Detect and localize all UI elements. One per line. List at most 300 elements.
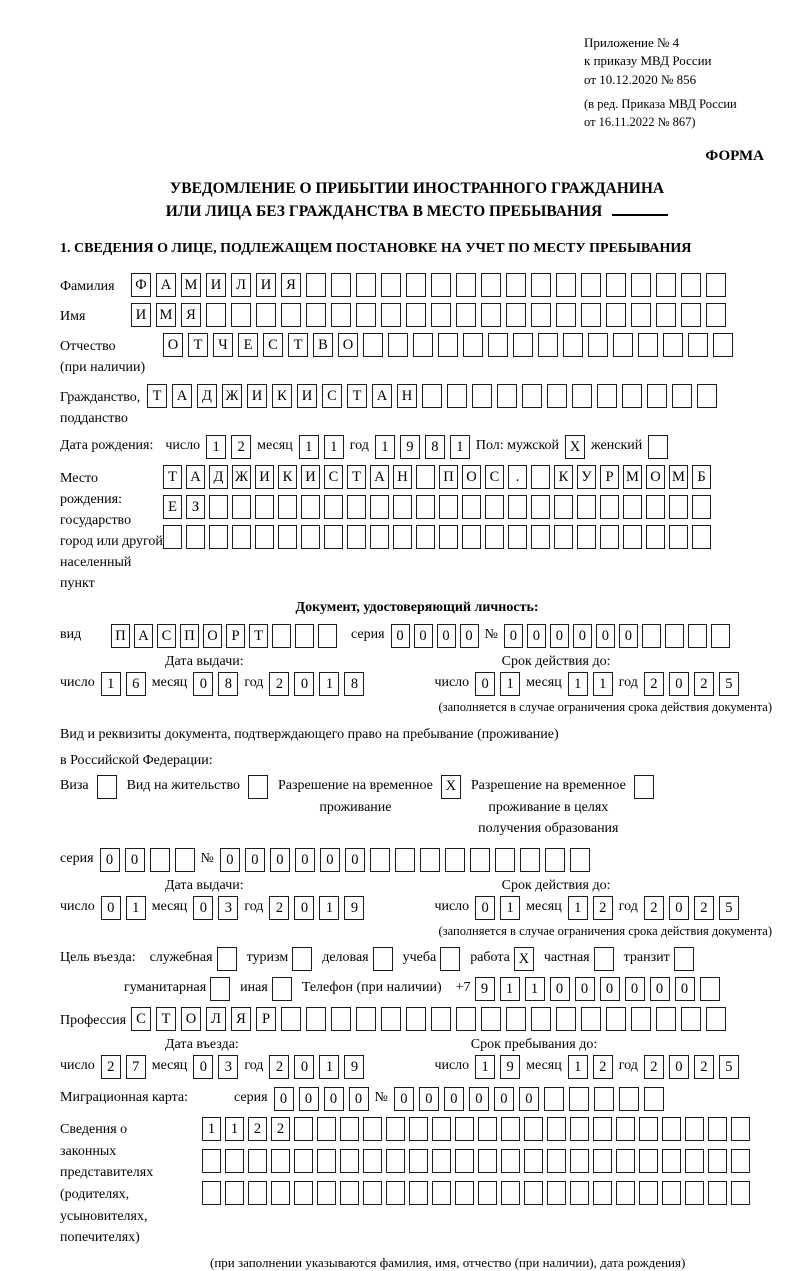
form-cell[interactable] [681,303,701,327]
form-cell[interactable] [570,1117,589,1141]
form-cell[interactable]: 0 [245,848,265,872]
form-cell[interactable]: З [186,495,205,519]
form-cell[interactable]: А [186,465,205,489]
form-cell[interactable] [556,1007,576,1031]
form-cell[interactable] [301,495,320,519]
form-cell[interactable] [669,525,688,549]
form-cell[interactable] [554,495,573,519]
form-cell[interactable] [581,1007,601,1031]
form-cell[interactable] [520,848,540,872]
form-cell[interactable]: Л [231,273,251,297]
form-cell[interactable]: И [131,303,151,327]
form-cell[interactable]: Т [347,384,367,408]
form-cell[interactable]: Е [238,333,258,357]
form-cell[interactable]: Ф [131,273,151,297]
form-cell[interactable] [524,1117,543,1141]
form-cell[interactable]: 0 [391,624,410,648]
form-cell[interactable] [506,273,526,297]
form-cell[interactable] [393,525,412,549]
form-cell[interactable]: 2 [644,896,664,920]
form-cell[interactable] [370,848,390,872]
form-cell[interactable]: И [247,384,267,408]
form-cell[interactable] [381,303,401,327]
form-cell[interactable]: Т [249,624,268,648]
form-cell[interactable] [656,273,676,297]
form-cell[interactable] [731,1149,750,1173]
form-cell[interactable]: И [297,384,317,408]
form-cell[interactable] [547,1117,566,1141]
form-cell[interactable]: 1 [568,896,588,920]
checkbox[interactable] [373,947,393,971]
form-cell[interactable] [623,525,642,549]
form-cell[interactable]: 9 [344,896,364,920]
form-cell[interactable] [455,1149,474,1173]
form-cell[interactable] [706,273,726,297]
form-cell[interactable] [581,303,601,327]
form-cell[interactable] [531,1007,551,1031]
form-cell[interactable]: 0 [596,624,615,648]
form-cell[interactable]: 0 [294,896,314,920]
form-cell[interactable] [324,495,343,519]
form-cell[interactable]: В [313,333,333,357]
form-cell[interactable]: О [203,624,222,648]
form-cell[interactable] [706,1007,726,1031]
form-cell[interactable]: 0 [675,977,695,1001]
form-cell[interactable] [556,303,576,327]
checkbox[interactable] [97,775,117,799]
form-cell[interactable] [386,1181,405,1205]
form-cell[interactable]: У [577,465,596,489]
form-cell[interactable]: 1 [126,896,146,920]
form-cell[interactable]: 1 [206,435,226,459]
form-cell[interactable]: 1 [375,435,395,459]
form-cell[interactable] [347,525,366,549]
form-cell[interactable]: 1 [568,1055,588,1079]
form-cell[interactable] [581,273,601,297]
form-cell[interactable] [209,525,228,549]
checkbox[interactable] [634,775,654,799]
form-cell[interactable] [524,1181,543,1205]
form-cell[interactable] [317,1149,336,1173]
form-cell[interactable] [363,1117,382,1141]
form-cell[interactable]: Т [288,333,308,357]
form-cell[interactable] [406,273,426,297]
form-cell[interactable]: 1 [450,435,470,459]
form-cell[interactable] [431,303,451,327]
form-cell[interactable] [271,1181,290,1205]
form-cell[interactable]: А [370,465,389,489]
form-cell[interactable] [531,495,550,519]
form-cell[interactable] [370,495,389,519]
form-cell[interactable] [647,384,667,408]
form-cell[interactable]: А [134,624,153,648]
form-cell[interactable] [163,525,182,549]
form-cell[interactable]: 2 [593,1055,613,1079]
form-cell[interactable]: 0 [475,672,495,696]
form-cell[interactable]: К [278,465,297,489]
form-cell[interactable] [478,1149,497,1173]
checkbox[interactable]: X [441,775,461,799]
form-cell[interactable] [186,525,205,549]
form-cell[interactable]: 0 [295,848,315,872]
form-cell[interactable]: 8 [218,672,238,696]
form-cell[interactable]: М [181,273,201,297]
form-cell[interactable]: 2 [271,1117,290,1141]
form-cell[interactable] [672,384,692,408]
form-cell[interactable]: 0 [460,624,479,648]
form-cell[interactable] [708,1117,727,1141]
form-cell[interactable]: Б [692,465,711,489]
form-cell[interactable]: Н [397,384,417,408]
form-cell[interactable] [406,303,426,327]
form-cell[interactable] [656,303,676,327]
form-cell[interactable] [150,848,170,872]
form-cell[interactable] [318,624,337,648]
form-cell[interactable]: П [180,624,199,648]
form-cell[interactable] [409,1149,428,1173]
form-cell[interactable] [708,1181,727,1205]
form-cell[interactable]: О [163,333,183,357]
form-cell[interactable] [255,525,274,549]
form-cell[interactable]: К [554,465,573,489]
checkbox[interactable] [648,435,668,459]
form-cell[interactable] [294,1149,313,1173]
form-cell[interactable]: С [322,384,342,408]
form-cell[interactable] [606,1007,626,1031]
form-cell[interactable]: Д [197,384,217,408]
form-cell[interactable] [206,303,226,327]
form-cell[interactable] [481,273,501,297]
form-cell[interactable] [563,333,583,357]
form-cell[interactable] [395,848,415,872]
form-cell[interactable] [639,1149,658,1173]
form-cell[interactable]: А [172,384,192,408]
form-cell[interactable]: 0 [125,848,145,872]
form-cell[interactable] [513,333,533,357]
form-cell[interactable] [340,1181,359,1205]
form-cell[interactable] [646,495,665,519]
form-cell[interactable]: М [669,465,688,489]
form-cell[interactable] [713,333,733,357]
form-cell[interactable] [370,525,389,549]
form-cell[interactable] [600,495,619,519]
form-cell[interactable]: 0 [394,1087,414,1111]
form-cell[interactable]: 3 [218,896,238,920]
form-cell[interactable]: К [272,384,292,408]
form-cell[interactable]: 1 [319,896,339,920]
form-cell[interactable] [255,495,274,519]
form-cell[interactable]: 0 [619,624,638,648]
form-cell[interactable]: 1 [319,672,339,696]
form-cell[interactable]: 0 [575,977,595,1001]
form-cell[interactable] [363,1149,382,1173]
form-cell[interactable] [642,624,661,648]
form-cell[interactable] [708,1149,727,1173]
form-cell[interactable]: О [462,465,481,489]
form-cell[interactable] [606,273,626,297]
form-cell[interactable]: Р [600,465,619,489]
form-cell[interactable] [593,1117,612,1141]
form-cell[interactable]: 0 [299,1087,319,1111]
form-cell[interactable] [616,1181,635,1205]
form-cell[interactable] [432,1117,451,1141]
form-cell[interactable] [692,525,711,549]
form-cell[interactable]: Ж [222,384,242,408]
form-cell[interactable] [545,848,565,872]
form-cell[interactable]: Т [147,384,167,408]
form-cell[interactable]: М [623,465,642,489]
form-cell[interactable] [294,1117,313,1141]
form-cell[interactable] [688,333,708,357]
form-cell[interactable] [363,1181,382,1205]
form-cell[interactable]: Ж [232,465,251,489]
form-cell[interactable] [531,273,551,297]
form-cell[interactable]: 0 [527,624,546,648]
checkbox[interactable] [674,947,694,971]
form-cell[interactable] [470,848,490,872]
form-cell[interactable] [462,525,481,549]
form-cell[interactable]: И [206,273,226,297]
form-cell[interactable]: 0 [444,1087,464,1111]
form-cell[interactable] [381,1007,401,1031]
form-cell[interactable]: 1 [500,672,520,696]
form-cell[interactable]: 9 [475,977,495,1001]
form-cell[interactable] [456,1007,476,1031]
checkbox[interactable]: X [514,947,534,971]
form-cell[interactable]: 2 [269,896,289,920]
checkbox[interactable] [594,947,614,971]
form-cell[interactable]: 0 [193,672,213,696]
form-cell[interactable] [600,525,619,549]
form-cell[interactable] [225,1149,244,1173]
form-cell[interactable]: 0 [519,1087,539,1111]
form-cell[interactable] [413,333,433,357]
form-cell[interactable] [613,333,633,357]
form-cell[interactable] [281,1007,301,1031]
form-cell[interactable] [692,495,711,519]
form-cell[interactable]: 0 [437,624,456,648]
form-cell[interactable] [497,384,517,408]
form-cell[interactable] [506,303,526,327]
form-cell[interactable]: 1 [202,1117,221,1141]
form-cell[interactable]: 0 [324,1087,344,1111]
form-cell[interactable]: 2 [694,896,714,920]
form-cell[interactable]: 0 [100,848,120,872]
form-cell[interactable]: 0 [270,848,290,872]
form-cell[interactable] [356,273,376,297]
form-cell[interactable] [202,1181,221,1205]
form-cell[interactable] [508,495,527,519]
form-cell[interactable]: П [111,624,130,648]
form-cell[interactable] [606,303,626,327]
form-cell[interactable]: 0 [475,896,495,920]
form-cell[interactable] [431,273,451,297]
form-cell[interactable] [456,273,476,297]
form-cell[interactable]: 0 [294,672,314,696]
form-cell[interactable] [455,1181,474,1205]
form-cell[interactable]: 0 [600,977,620,1001]
form-cell[interactable] [301,525,320,549]
form-cell[interactable]: 2 [644,1055,664,1079]
form-cell[interactable] [456,303,476,327]
form-cell[interactable] [638,333,658,357]
form-cell[interactable] [619,1087,639,1111]
form-cell[interactable] [531,303,551,327]
form-cell[interactable] [662,1149,681,1173]
form-cell[interactable] [556,273,576,297]
checkbox[interactable] [248,775,268,799]
form-cell[interactable] [495,848,515,872]
form-cell[interactable]: 0 [193,1055,213,1079]
form-cell[interactable]: 2 [248,1117,267,1141]
form-cell[interactable]: Т [347,465,366,489]
form-cell[interactable] [271,1149,290,1173]
form-cell[interactable]: 0 [573,624,592,648]
form-cell[interactable] [631,303,651,327]
form-cell[interactable] [472,384,492,408]
form-cell[interactable]: А [372,384,392,408]
form-cell[interactable] [593,1149,612,1173]
form-cell[interactable] [501,1117,520,1141]
form-cell[interactable] [478,1181,497,1205]
form-cell[interactable] [381,273,401,297]
checkbox[interactable] [440,947,460,971]
form-cell[interactable] [445,848,465,872]
form-cell[interactable] [731,1181,750,1205]
form-cell[interactable]: 1 [568,672,588,696]
form-cell[interactable] [232,525,251,549]
form-cell[interactable]: 9 [500,1055,520,1079]
form-cell[interactable] [481,303,501,327]
form-cell[interactable]: А [156,273,176,297]
form-cell[interactable] [593,1181,612,1205]
form-cell[interactable] [644,1087,664,1111]
form-cell[interactable] [569,1087,589,1111]
form-cell[interactable]: 2 [644,672,664,696]
form-cell[interactable]: И [256,273,276,297]
form-cell[interactable] [248,1149,267,1173]
form-cell[interactable] [409,1181,428,1205]
form-cell[interactable]: 5 [719,672,739,696]
form-cell[interactable]: Т [163,465,182,489]
form-cell[interactable] [616,1117,635,1141]
form-cell[interactable] [681,1007,701,1031]
form-cell[interactable] [522,384,542,408]
form-cell[interactable] [711,624,730,648]
form-cell[interactable] [656,1007,676,1031]
form-cell[interactable]: Ч [213,333,233,357]
form-cell[interactable] [662,1181,681,1205]
form-cell[interactable]: 2 [101,1055,121,1079]
form-cell[interactable] [616,1149,635,1173]
form-cell[interactable]: С [324,465,343,489]
form-cell[interactable] [646,525,665,549]
form-cell[interactable]: 1 [225,1117,244,1141]
form-cell[interactable]: Я [231,1007,251,1031]
form-cell[interactable] [331,1007,351,1031]
form-cell[interactable]: 0 [669,672,689,696]
form-cell[interactable] [478,1117,497,1141]
form-cell[interactable]: Т [156,1007,176,1031]
form-cell[interactable]: С [157,624,176,648]
form-cell[interactable] [463,333,483,357]
form-cell[interactable] [506,1007,526,1031]
form-cell[interactable] [639,1117,658,1141]
form-cell[interactable] [281,303,301,327]
form-cell[interactable] [485,495,504,519]
form-cell[interactable]: 6 [126,672,146,696]
form-cell[interactable] [431,1007,451,1031]
form-cell[interactable] [554,525,573,549]
form-cell[interactable]: 0 [550,624,569,648]
form-cell[interactable]: 1 [525,977,545,1001]
form-cell[interactable] [631,1007,651,1031]
form-cell[interactable]: 1 [324,435,344,459]
form-cell[interactable]: С [263,333,283,357]
form-cell[interactable] [225,1181,244,1205]
checkbox[interactable]: X [565,435,585,459]
form-cell[interactable] [406,1007,426,1031]
form-cell[interactable] [538,333,558,357]
form-cell[interactable]: И [301,465,320,489]
form-cell[interactable] [256,303,276,327]
form-cell[interactable]: П [439,465,458,489]
form-cell[interactable]: О [646,465,665,489]
form-cell[interactable]: Я [281,273,301,297]
form-cell[interactable]: 1 [593,672,613,696]
form-cell[interactable]: 8 [344,672,364,696]
form-cell[interactable] [317,1181,336,1205]
form-cell[interactable] [232,495,251,519]
checkbox[interactable] [292,947,312,971]
form-cell[interactable]: 0 [504,624,523,648]
form-cell[interactable] [340,1149,359,1173]
form-cell[interactable] [278,495,297,519]
form-cell[interactable]: Т [188,333,208,357]
form-cell[interactable] [455,1117,474,1141]
form-cell[interactable]: 8 [425,435,445,459]
form-cell[interactable]: 0 [345,848,365,872]
form-cell[interactable] [416,465,435,489]
form-cell[interactable]: 0 [494,1087,514,1111]
form-cell[interactable] [597,384,617,408]
form-cell[interactable]: 0 [101,896,121,920]
form-cell[interactable] [295,624,314,648]
form-cell[interactable]: 0 [669,896,689,920]
checkbox[interactable] [272,977,292,1001]
form-cell[interactable]: 5 [719,896,739,920]
form-cell[interactable] [485,525,504,549]
form-cell[interactable] [544,1087,564,1111]
form-cell[interactable] [731,1117,750,1141]
form-cell[interactable] [570,1149,589,1173]
form-cell[interactable] [488,333,508,357]
form-cell[interactable] [447,384,467,408]
form-cell[interactable]: 1 [475,1055,495,1079]
form-cell[interactable]: М [156,303,176,327]
form-cell[interactable]: И [255,465,274,489]
form-cell[interactable]: 0 [320,848,340,872]
form-cell[interactable] [570,1181,589,1205]
form-cell[interactable]: 9 [400,435,420,459]
form-cell[interactable] [272,624,291,648]
form-cell[interactable] [422,384,442,408]
form-cell[interactable] [331,303,351,327]
form-cell[interactable]: 0 [349,1087,369,1111]
form-cell[interactable] [231,303,251,327]
form-cell[interactable]: 2 [694,1055,714,1079]
form-cell[interactable]: Е [163,495,182,519]
